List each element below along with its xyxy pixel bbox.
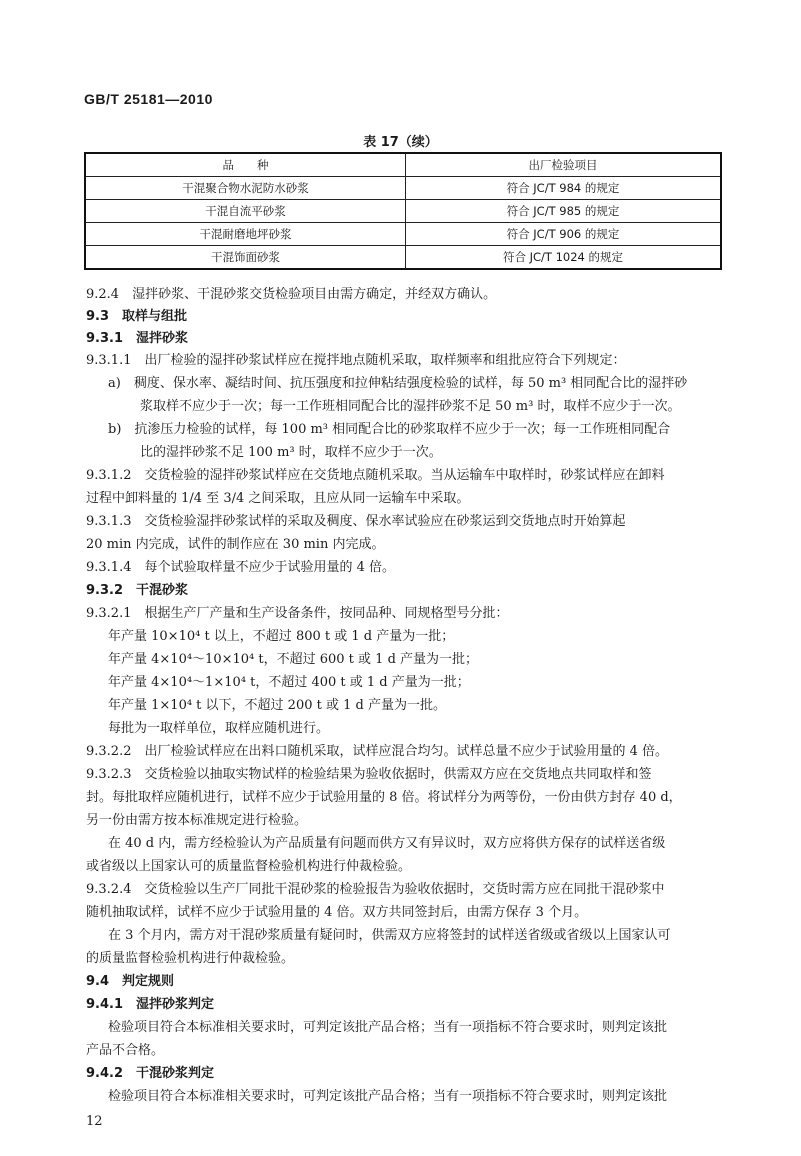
table-row	[85, 177, 721, 200]
table-row	[85, 223, 721, 246]
heading-9-4-1: 9.4.1 湿拌砂浆判定	[86, 997, 215, 1012]
batch-rule: 年产量 4×10⁴～10×10⁴ t，不超过 600 t 或 1 d 产量为一批；	[108, 652, 479, 667]
batch-rule: 年产量 10×10⁴ t 以上，不超过 800 t 或 1 d 产量为一批；	[108, 629, 455, 644]
clause-9-3-1-3: 9.3.1.3 交货检验湿拌砂浆试样的采取及稠度、保水率试验应在砂浆运到交货地点时开始算起	[86, 514, 626, 529]
table-cell-inspection: 符合 JC/T 984 的规定	[406, 177, 722, 200]
clause-9-3-2-1: 9.3.2.1 根据生产厂产量和生产设备条件，按同品种、同规格型号分批：	[86, 606, 509, 621]
clause-9-3-2-3-cont: 封。每批取样应随机进行，试样不应少于试验用量的 8 倍。将试样分为两等份，一份由供方封存 40 d，	[86, 790, 682, 805]
table-cell-variety: 干混聚合物水泥防水砂浆	[85, 177, 406, 200]
heading-9-3: 9.3 取样与组批	[86, 309, 188, 324]
table-header-row	[85, 153, 721, 177]
table-cell-variety: 干混饰面砂浆	[85, 246, 406, 270]
clause-9-3-1-4: 9.3.1.4 每个试验取样量不应少于试验用量的 4 倍。	[86, 560, 396, 575]
clause-9-3-1-2-cont: 过程中卸料量的 1/4 至 3/4 之间采取，且应从同一运输车中采取。	[86, 491, 470, 506]
clause-9-3-2-4-cont: 随机抽取试样，试样不应少于试验用量的 4 倍。双方共同签封后，由需方保存 3 个月。	[86, 905, 588, 920]
table-cell-inspection: 符合 JC/T 906 的规定	[406, 223, 722, 246]
clause-9-3-2-2: 9.3.2.2 出厂检验试样应在出料口随机采取，试样应混合均匀。试样总量不应少于试验用量的 4 倍。	[86, 744, 669, 759]
heading-9-3-1: 9.3.1 湿拌砂浆	[86, 331, 189, 346]
paragraph: 在 3 个月内，需方对干混砂浆质量有疑问时，供需双方应将签封的试样送省级或省级以上国家认可	[108, 928, 671, 943]
table-cell-inspection: 符合 JC/T 985 的规定	[406, 200, 722, 223]
page-number: 12	[86, 1114, 103, 1129]
paragraph-cont: 产品不合格。	[86, 1043, 165, 1058]
clause-9-3-2-4: 9.3.2.4 交货检验以生产厂同批干混砂浆的检验报告为验收依据时，交货时需方应在同批干混砂浆中	[86, 882, 665, 897]
paragraph-cont: 或省级以上国家认可的质量监督检验机构进行仲裁检验。	[86, 859, 412, 874]
paragraph-cont: 的质量监督检验机构进行仲裁检验。	[86, 951, 295, 966]
table-row	[85, 200, 721, 223]
table-row	[85, 246, 721, 270]
clause-9-3-2-3: 9.3.2.3 交货检验以抽取实物试样的检验结果为验收依据时，供需双方应在交货地点共同取样和签	[86, 767, 652, 782]
list-item-a: a) 稠度、保水率、凝结时间、抗压强度和拉伸粘结强度检验的试样，每 50 m³ 相同配合比的湿拌砂	[108, 376, 688, 391]
list-item-a-cont: 浆取样不应少于一次；每一工作班相同配合比的湿拌砂浆不足 50 m³ 时，取样不应少于一次。	[140, 399, 681, 414]
table-title: 表 17（续）	[363, 135, 438, 150]
clause-9-3-1-2: 9.3.1.2 交货检验的湿拌砂浆试样应在交货地点随机采取。当从运输车中取样时，砂浆试样应在卸料	[86, 468, 665, 483]
standard-code: GB/T 25181—2010	[84, 91, 213, 107]
list-item-b-cont: 比的湿拌砂浆不足 100 m³ 时，取样不应少于一次。	[140, 445, 442, 460]
column-header-variety: 品 种	[85, 153, 406, 177]
clause-9-3-2-3-cont: 另一份由需方按本标准规定进行检验。	[86, 813, 308, 828]
heading-9-3-2: 9.3.2 干混砂浆	[86, 583, 189, 598]
batch-rule: 年产量 4×10⁴～1×10⁴ t，不超过 400 t 或 1 d 产量为一批；	[108, 675, 470, 690]
list-item-b: b) 抗渗压力检验的试样，每 100 m³ 相同配合比的砂浆取样不应少于一次；每一工作班相同配合	[108, 422, 671, 437]
paragraph: 检验项目符合本标准相关要求时，可判定该批产品合格；当有一项指标不符合要求时，则判定该批	[108, 1089, 668, 1104]
inspection-table	[84, 152, 722, 270]
table-cell-variety: 干混自流平砂浆	[85, 200, 406, 223]
table-cell-inspection: 符合 JC/T 1024 的规定	[406, 246, 722, 270]
heading-9-4-2: 9.4.2 干混砂浆判定	[86, 1066, 215, 1081]
batch-rule: 年产量 1×10⁴ t 以下，不超过 200 t 或 1 d 产量为一批。	[108, 698, 446, 713]
paragraph: 检验项目符合本标准相关要求时，可判定该批产品合格；当有一项指标不符合要求时，则判定该批	[108, 1020, 668, 1035]
table-cell-variety: 干混耐磨地坪砂浆	[85, 223, 406, 246]
paragraph: 在 40 d 内，需方经检验认为产品质量有问题而供方又有异议时，双方应将供方保存的试样送省级	[108, 836, 666, 851]
clause-9-3-1-3-cont: 20 min 内完成，试件的制作应在 30 min 内完成。	[86, 537, 385, 552]
heading-9-4: 9.4 判定规则	[86, 974, 175, 989]
clause-9-2-4: 9.2.4 湿拌砂浆、干混砂浆交货检验项目由需方确定，并经双方确认。	[86, 287, 497, 302]
column-header-inspection-items: 出厂检验项目	[406, 153, 722, 177]
clause-9-3-1-1: 9.3.1.1 出厂检验的湿拌砂浆试样应在搅拌地点随机采取，取样频率和组批应符合下列规定：	[86, 353, 626, 368]
batch-note: 每批为一取样单位，取样应随机进行。	[108, 721, 330, 736]
